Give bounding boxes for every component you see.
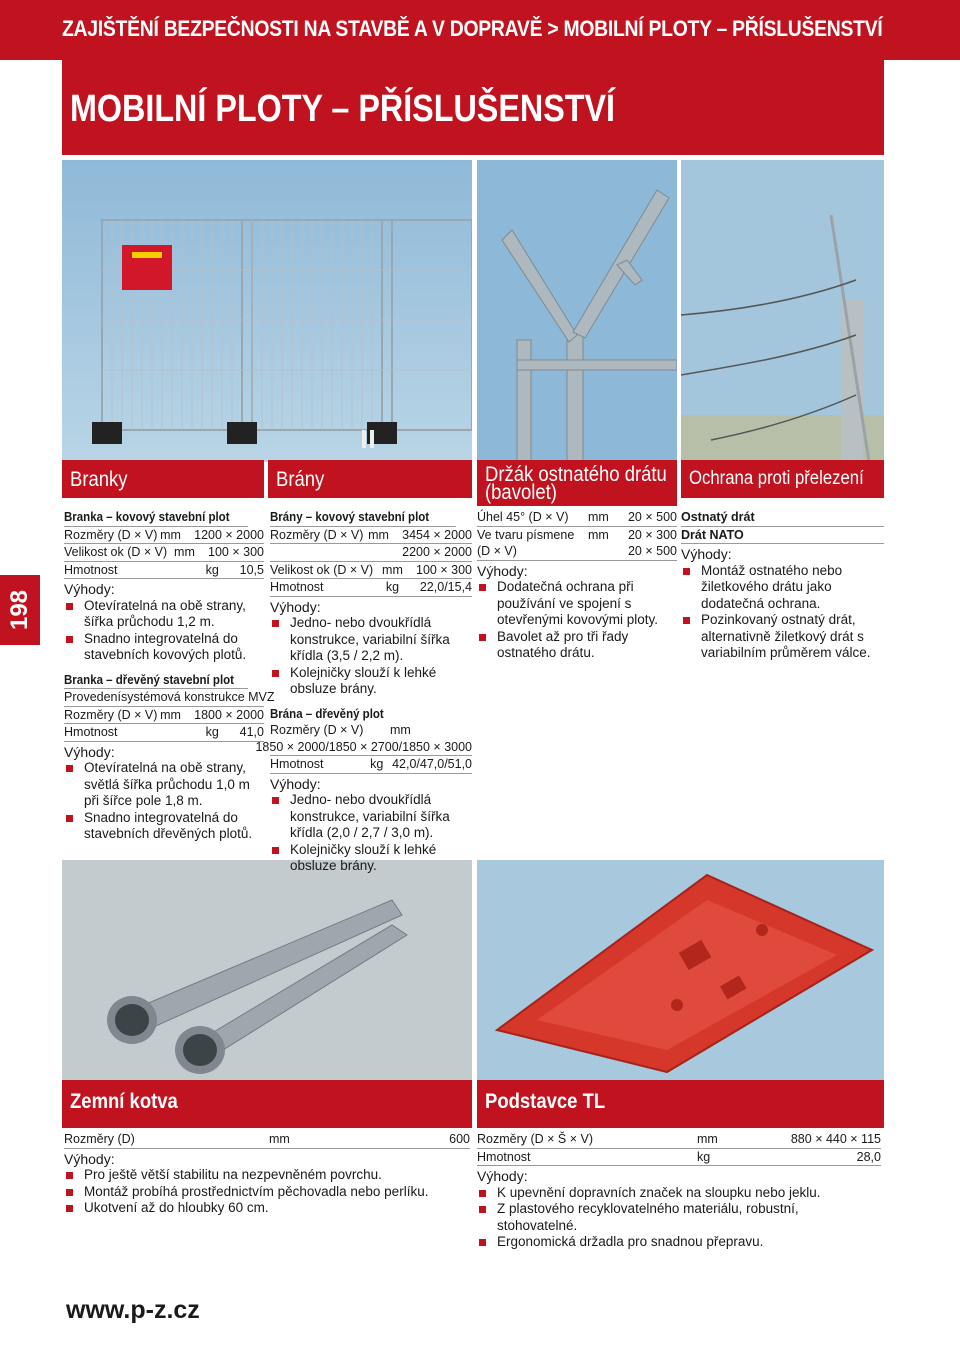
ochrana-sub2: Drát NATO: [681, 527, 884, 545]
branky-row-6: Hmotnost kg 41,0: [64, 724, 264, 742]
header-zemni-kotva: Zemní kotva: [62, 1080, 472, 1128]
podstavce-row-2: Hmotnost kg 28,0: [477, 1149, 881, 1167]
list-item: Otevíratelná na obě strany, světlá šířka průchodu 1,0 m při šířce pole 1,8 m.: [64, 760, 264, 810]
brany-row-7: Hmotnost kg 42,0/47,0/51,0: [270, 756, 472, 774]
branky-vyhody-1: Výhody:: [64, 581, 115, 597]
list-item: Montáž ostnatého nebo žiletkového drátu jako dodatečná ochrana.: [681, 563, 884, 613]
drzak-column: [477, 509, 677, 662]
header-branky: Branky: [62, 460, 264, 498]
branky-vyhody-2: Výhody:: [64, 743, 115, 760]
brany-row-2: 2200 × 2000: [270, 544, 472, 562]
list-item: Jedno- nebo dvoukřídlá konstrukce, variabilní šířka křídla (2,0 / 2,7 / 3,0 m).: [270, 792, 472, 842]
title-bar: [62, 60, 884, 155]
branky-bullets-2: [64, 760, 264, 843]
branky-bullets-1: [64, 598, 264, 664]
list-item: Ergonomická držadla pro snadnou přepravu.: [477, 1234, 881, 1251]
branky-column: [64, 509, 275, 843]
brany-row-4: Hmotnost kg 22,0/15,4: [270, 579, 472, 597]
list-item: Ukotvení až do hloubky 60 cm.: [64, 1200, 470, 1217]
branky-sub1: Branka – kovový stavební plot: [64, 509, 248, 527]
list-item: K upevnění dopravních značek na sloupku nebo jeklu.: [477, 1185, 881, 1202]
list-item: Kolejničky slouží k lehké obsluze brány.: [270, 665, 472, 698]
photo-gates: [62, 160, 472, 462]
branky-row-1: Rozměry (D × V) mm 1200 × 2000: [64, 527, 264, 545]
page-title: MOBILNÍ PLOTY – PŘÍSLUŠENSTVÍ: [70, 88, 615, 130]
page-number-tab: [0, 575, 40, 645]
list-item: Bavolet až pro tři řady ostnatého drátu.: [477, 629, 677, 662]
brany-vyhody-2: Výhody:: [270, 775, 321, 792]
header-drzak: Držák ostnatého drátu (bavolet): [477, 460, 677, 506]
list-item: Otevíratelná na obě strany, šířka průchodu 1,2 m.: [64, 598, 264, 631]
list-item: Montáž probíhá prostřednictvím pěchovadla nebo perlíku.: [64, 1184, 470, 1201]
drzak-bullets: [477, 579, 677, 662]
brany-column: [255, 509, 472, 875]
footer-url-link[interactable]: www.p-z.cz: [66, 1296, 200, 1324]
drzak-row-3: (D × V) 20 × 500: [477, 543, 677, 561]
brany-bullets-2: [270, 792, 472, 875]
photo-barbed-wire-holder: [477, 160, 677, 462]
list-item: Snadno integrovatelná do stavebních dřevěných plotů.: [64, 810, 264, 843]
branky-row-2: Velikost ok (D × V) mm 100 × 300: [64, 544, 264, 562]
brany-row-6: 1850 × 2000/1850 × 2700/1850 × 3000: [270, 739, 472, 757]
branky-row-5: Rozměry (D × V) mm 1800 × 2000: [64, 707, 264, 725]
podstavce-row-1: Rozměry (D × Š × V) mm 880 × 440 × 115: [477, 1131, 881, 1149]
header-podstavce: Podstavce TL: [477, 1080, 884, 1128]
brany-bullets-1: [270, 615, 472, 698]
ochrana-vyhody: Výhody:: [681, 546, 732, 562]
header-ochrana: Ochrana proti přelezení: [681, 460, 884, 498]
list-item: Z plastového recyklovatelného materiálu, robustní, stohovatelné.: [477, 1201, 881, 1234]
list-item: Pozinkovaný ostnatý drát, alternativně žiletkový drát s variabilním průměrem válce.: [681, 612, 884, 662]
drzak-vyhody: Výhody:: [477, 562, 528, 579]
photo-ground-anchor: [62, 860, 472, 1080]
top-bar: [0, 0, 960, 60]
photo-tl-base: [477, 860, 884, 1080]
brany-vyhody-1: Výhody:: [270, 598, 321, 615]
photo-barbed-wire: [681, 160, 884, 462]
brany-row-5: Rozměry (D × V) mm: [270, 723, 411, 737]
list-item: Pro ještě větší stabilitu na nezpevněném povrchu.: [64, 1167, 470, 1184]
branky-row-4: Provedení systémová konstrukce MVZ: [64, 689, 264, 707]
kotva-row: Rozměry (D) mm 600: [64, 1131, 470, 1149]
brany-sub2: Brána – dřevěný plot: [270, 706, 384, 721]
list-item: Kolejničky slouží k lehké obsluze brány.: [270, 842, 472, 875]
ochrana-bullets: [681, 563, 884, 662]
ochrana-column: [681, 509, 884, 662]
kotva-vyhody: Výhody:: [64, 1150, 115, 1167]
podstavce-vyhody: Výhody:: [477, 1168, 528, 1184]
page-number: 198: [6, 589, 34, 631]
header-brany: Brány: [268, 460, 472, 498]
ochrana-sub1: Ostnatý drát: [681, 509, 884, 527]
brany-row-3: Velikost ok (D × V) mm 100 × 300: [270, 562, 472, 580]
brany-sub1: Brány – kovový stavební plot: [270, 509, 456, 527]
breadcrumb: ZAJIŠTĚNÍ BEZPEČNOSTI NA STAVBĚ A V DOPRAVĚ > MOBILNÍ PLOTY – PŘÍSLUŠENSTVÍ: [62, 16, 883, 41]
podstavce-column: [477, 1131, 881, 1251]
kotva-column: [64, 1131, 470, 1217]
list-item: Jedno- nebo dvoukřídlá konstrukce, variabilní šířka křídla (3,5 / 2,2 m).: [270, 615, 472, 665]
brany-row-1: Rozměry (D × V) mm 3454 × 2000: [270, 527, 472, 545]
list-item: Dodatečná ochrana při používání ve spojení s otevřenými kovovými ploty.: [477, 579, 677, 629]
drzak-row-1: Úhel 45° (D × V) mm 20 × 500: [477, 509, 677, 527]
list-item: Snadno integrovatelná do stavebních kovových plotů.: [64, 631, 264, 664]
podstavce-bullets: [477, 1185, 881, 1251]
branky-row-3: Hmotnost kg 10,5: [64, 562, 264, 580]
drzak-row-2: Ve tvaru písmene mm 20 × 300: [477, 527, 677, 542]
kotva-bullets: [64, 1167, 470, 1217]
branky-sub2: Branka – dřevěný stavební plot: [64, 672, 248, 690]
